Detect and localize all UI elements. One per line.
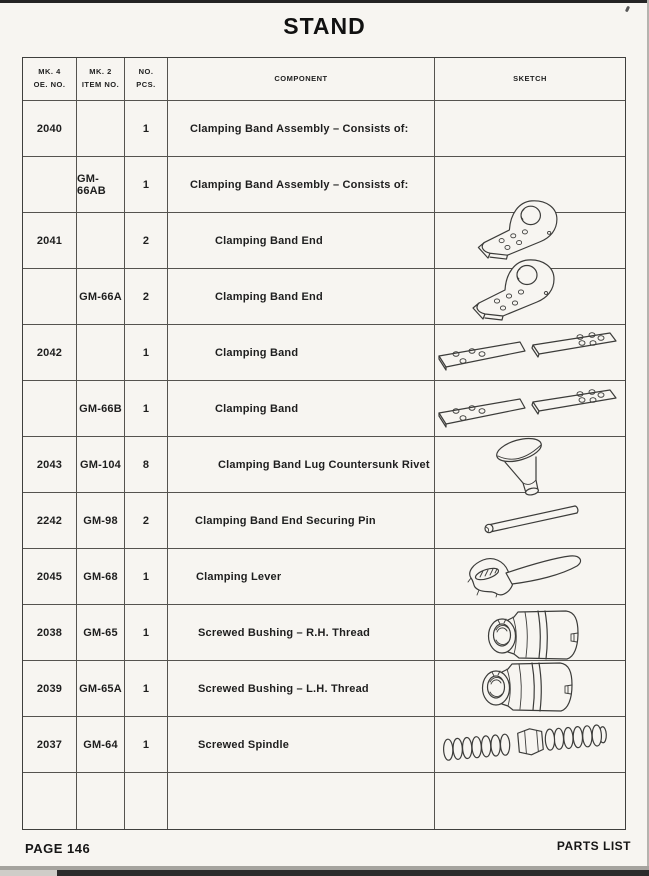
cell-pcs: 1	[125, 605, 168, 661]
cell-component: Clamping Band Lug Countersunk Rivet	[168, 437, 435, 493]
header-mk4-oe-no	[23, 58, 77, 101]
scan-speck	[625, 6, 630, 13]
cell-mk4	[23, 157, 77, 213]
sketch-screwed-bushing	[475, 654, 577, 714]
sketch-clamping-band	[436, 386, 621, 432]
scan-edge-top	[0, 0, 649, 3]
cell-pcs: 2	[125, 269, 168, 325]
cell-mk2: GM-65	[77, 605, 125, 661]
cell-pcs: 1	[125, 325, 168, 381]
header-no-pcs	[125, 58, 168, 101]
cell-pcs: 2	[125, 493, 168, 549]
cell-component: Clamping Band Assembly – Consists of:	[168, 157, 435, 213]
page-title: STAND	[283, 13, 366, 39]
cell-mk2: GM-65A	[77, 661, 125, 717]
sketch-securing-pin	[476, 500, 588, 538]
cell-mk4: 2041	[23, 213, 77, 269]
cell-component: Clamping Band	[168, 325, 435, 381]
sketch-clamping-band	[436, 330, 621, 374]
cell-component: Clamping Band End	[168, 213, 435, 269]
sketch-clamping-band-end	[472, 197, 572, 261]
cell-mk4	[23, 269, 77, 325]
cell-mk4	[23, 773, 77, 829]
header-line: NO.	[138, 67, 154, 77]
cell-mk4: 2042	[23, 325, 77, 381]
page-number: PAGE 146	[25, 841, 91, 856]
sketch-clamping-band-end	[468, 256, 568, 322]
cell-pcs	[125, 773, 168, 829]
cell-mk2	[77, 101, 125, 157]
cell-mk2: GM-68	[77, 549, 125, 605]
cell-pcs: 1	[125, 157, 168, 213]
cell-pcs: 1	[125, 381, 168, 437]
cell-sketch	[435, 101, 625, 157]
sketch-clamping-lever	[458, 549, 588, 599]
parts-list-label: PARTS LIST	[556, 839, 631, 853]
cell-component: Clamping Lever	[168, 549, 435, 605]
cell-mk4: 2037	[23, 717, 77, 773]
scan-edge-bottom-left	[0, 870, 57, 876]
cell-mk2: GM-104	[77, 437, 125, 493]
cell-pcs: 1	[125, 661, 168, 717]
cell-sketch	[435, 773, 625, 829]
cell-mk2	[77, 213, 125, 269]
header-line: MK. 2	[89, 67, 112, 77]
cell-component: Screwed Bushing – R.H. Thread	[168, 605, 435, 661]
header-sketch: SKETCH	[435, 58, 625, 101]
header-line: ITEM NO.	[81, 80, 120, 89]
header-mk2-item-no	[77, 58, 125, 101]
cell-component: Screwed Spindle	[168, 717, 435, 773]
sketch-countersunk-rivet	[492, 436, 554, 496]
cell-mk2: GM-66B	[77, 381, 125, 437]
cell-mk2	[77, 773, 125, 829]
cell-mk4: 2040	[23, 101, 77, 157]
header-line: PCS.	[136, 80, 156, 89]
cell-pcs: 1	[125, 549, 168, 605]
cell-component	[168, 773, 435, 829]
header-line: MK. 4	[38, 67, 61, 77]
cell-mk2: GM-64	[77, 717, 125, 773]
cell-mk4: 2038	[23, 605, 77, 661]
cell-mk4: 2043	[23, 437, 77, 493]
cell-mk4: 2242	[23, 493, 77, 549]
header-line: OE. NO.	[33, 80, 66, 89]
cell-pcs: 1	[125, 101, 168, 157]
cell-component: Clamping Band	[168, 381, 435, 437]
cell-component: Clamping Band End Securing Pin	[168, 493, 435, 549]
cell-pcs: 2	[125, 213, 168, 269]
sketch-screwed-spindle	[440, 720, 610, 765]
sketch-screwed-bushing	[481, 602, 583, 662]
scan-edge-bottom	[57, 870, 649, 876]
cell-mk2	[77, 325, 125, 381]
cell-pcs: 8	[125, 437, 168, 493]
cell-component: Clamping Band End	[168, 269, 435, 325]
cell-mk2: GM-98	[77, 493, 125, 549]
cell-mk2: GM-66A	[77, 269, 125, 325]
cell-mk4: 2045	[23, 549, 77, 605]
cell-mk4: 2039	[23, 661, 77, 717]
cell-component: Clamping Band Assembly – Consists of:	[168, 101, 435, 157]
cell-pcs: 1	[125, 717, 168, 773]
cell-component: Screwed Bushing – L.H. Thread	[168, 661, 435, 717]
cell-mk4	[23, 381, 77, 437]
header-component: COMPONENT	[168, 58, 435, 101]
cell-mk2: GM-66AB	[77, 157, 125, 213]
